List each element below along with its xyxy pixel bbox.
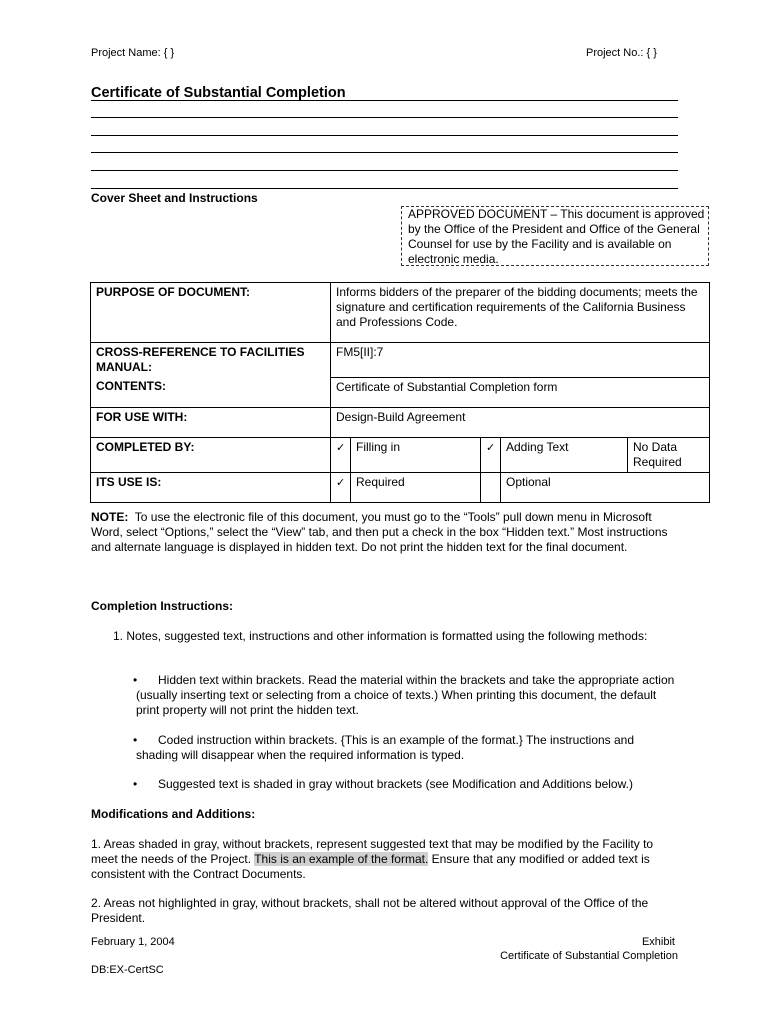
- modifications-heading: Modifications and Additions:: [91, 807, 256, 821]
- completed-option-nodata: No Data Required: [628, 437, 710, 472]
- use-option-optional: Optional: [501, 472, 710, 502]
- use-label: ITS USE IS:: [91, 472, 331, 502]
- bullet-item-1: Hidden text within brackets. Read the material within the brackets and take the appropriate action (usually inserting text or selecting from a choice of texts.) When printing this document, the default print property will not print the hidden text.: [136, 673, 675, 717]
- foruse-label: FOR USE WITH:: [91, 407, 331, 437]
- modifications-item-1: [91, 837, 681, 882]
- footer-code: DB:EX-CertSC: [91, 964, 164, 976]
- completed-option-filling: Filling in: [351, 437, 481, 472]
- completion-item-1: 1. Notes, suggested text, instructions and other information is formatted using the following methods:: [113, 629, 648, 643]
- footer-doc-title: Certificate of Substantial Completion: [500, 950, 678, 962]
- table-row: [91, 472, 710, 502]
- crossref-label: CROSS-REFERENCE TO FACILITIES MANUAL:: [91, 343, 331, 378]
- check-icon: ✓: [331, 437, 351, 472]
- completed-label: COMPLETED BY:: [91, 437, 331, 472]
- project-number: Project No.: { }: [586, 47, 657, 59]
- bullet-marker: •: [133, 733, 138, 747]
- blank-rule-5: [91, 188, 678, 189]
- completion-heading: Completion Instructions:: [91, 599, 233, 613]
- contents-value: Certificate of Substantial Completion form: [331, 377, 710, 407]
- table-row: [91, 377, 710, 407]
- note-text: To use the electronic file of this document, you must go to the “Tools” pull down menu in Microsoft Word, select “Options,” select the “View” tab, and then put a check in the box “Hidden text.” Most instructions and alternate language is displayed in hidden text. Do not print the hidden text for the final document.: [91, 510, 668, 554]
- table-row: [91, 343, 710, 378]
- purpose-value: Informs bidders of the preparer of the bidding documents; meets the signature and certification requirements of the California Business and Professions Code.: [331, 283, 710, 343]
- approved-document-box: APPROVED DOCUMENT – This document is approved by the Office of the President and Office of the General Counsel for use by the Facility and is available on electronic media.: [401, 206, 709, 266]
- gray-highlight-example: This is an example of the format.: [254, 852, 429, 866]
- modifications-item-2: 2. Areas not highlighted in gray, without brackets, shall not be altered without approval of the Office of the President.: [91, 896, 649, 925]
- note-label: NOTE:: [91, 510, 129, 524]
- purpose-label: PURPOSE OF DOCUMENT:: [91, 283, 331, 343]
- empty-checkbox: [481, 472, 501, 502]
- crossref-value: FM5[II]:7: [331, 343, 710, 378]
- contents-label: CONTENTS:: [91, 377, 331, 407]
- footer-date: February 1, 2004: [91, 936, 175, 948]
- use-option-required: Required: [351, 472, 481, 502]
- title-rule: [91, 100, 678, 101]
- bullet-marker: •: [133, 777, 138, 791]
- bullet-marker: •: [133, 673, 138, 687]
- project-name: Project Name: { }: [91, 47, 175, 59]
- check-icon: ✓: [481, 437, 501, 472]
- cover-heading: Cover Sheet and Instructions: [91, 191, 258, 205]
- check-icon: ✓: [331, 472, 351, 502]
- document-title: Certificate of Substantial Completion: [91, 85, 346, 101]
- mods-1-text: 1. Areas shaded in gray, without brackets, represent suggested text that may be modified by the Facility to meet the needs of the Project.: [91, 837, 654, 866]
- footer-exhibit: Exhibit: [641, 936, 675, 948]
- table-row: [91, 437, 710, 472]
- note-paragraph: [91, 510, 681, 555]
- completed-option-adding: Adding Text: [501, 437, 628, 472]
- table-row: [91, 407, 710, 437]
- blank-rule-1: [91, 117, 678, 118]
- blank-rule-4: [91, 170, 678, 171]
- blank-rule-2: [91, 135, 678, 136]
- table-row: [91, 283, 710, 343]
- bullet-item-2: Coded instruction within brackets. {This is an example of the format.} The instructions and shading will disappear when the required information is typed.: [136, 733, 635, 762]
- foruse-value: Design-Build Agreement: [331, 407, 710, 437]
- mods-1-text-end: Ensure that any modified or added text is consistent with the Contract Documents.: [91, 852, 650, 881]
- document-info-table: [90, 282, 710, 503]
- bullet-item-3: Suggested text is shaded in gray without brackets (see Modification and Additions below.): [158, 777, 633, 791]
- blank-rule-3: [91, 152, 678, 153]
